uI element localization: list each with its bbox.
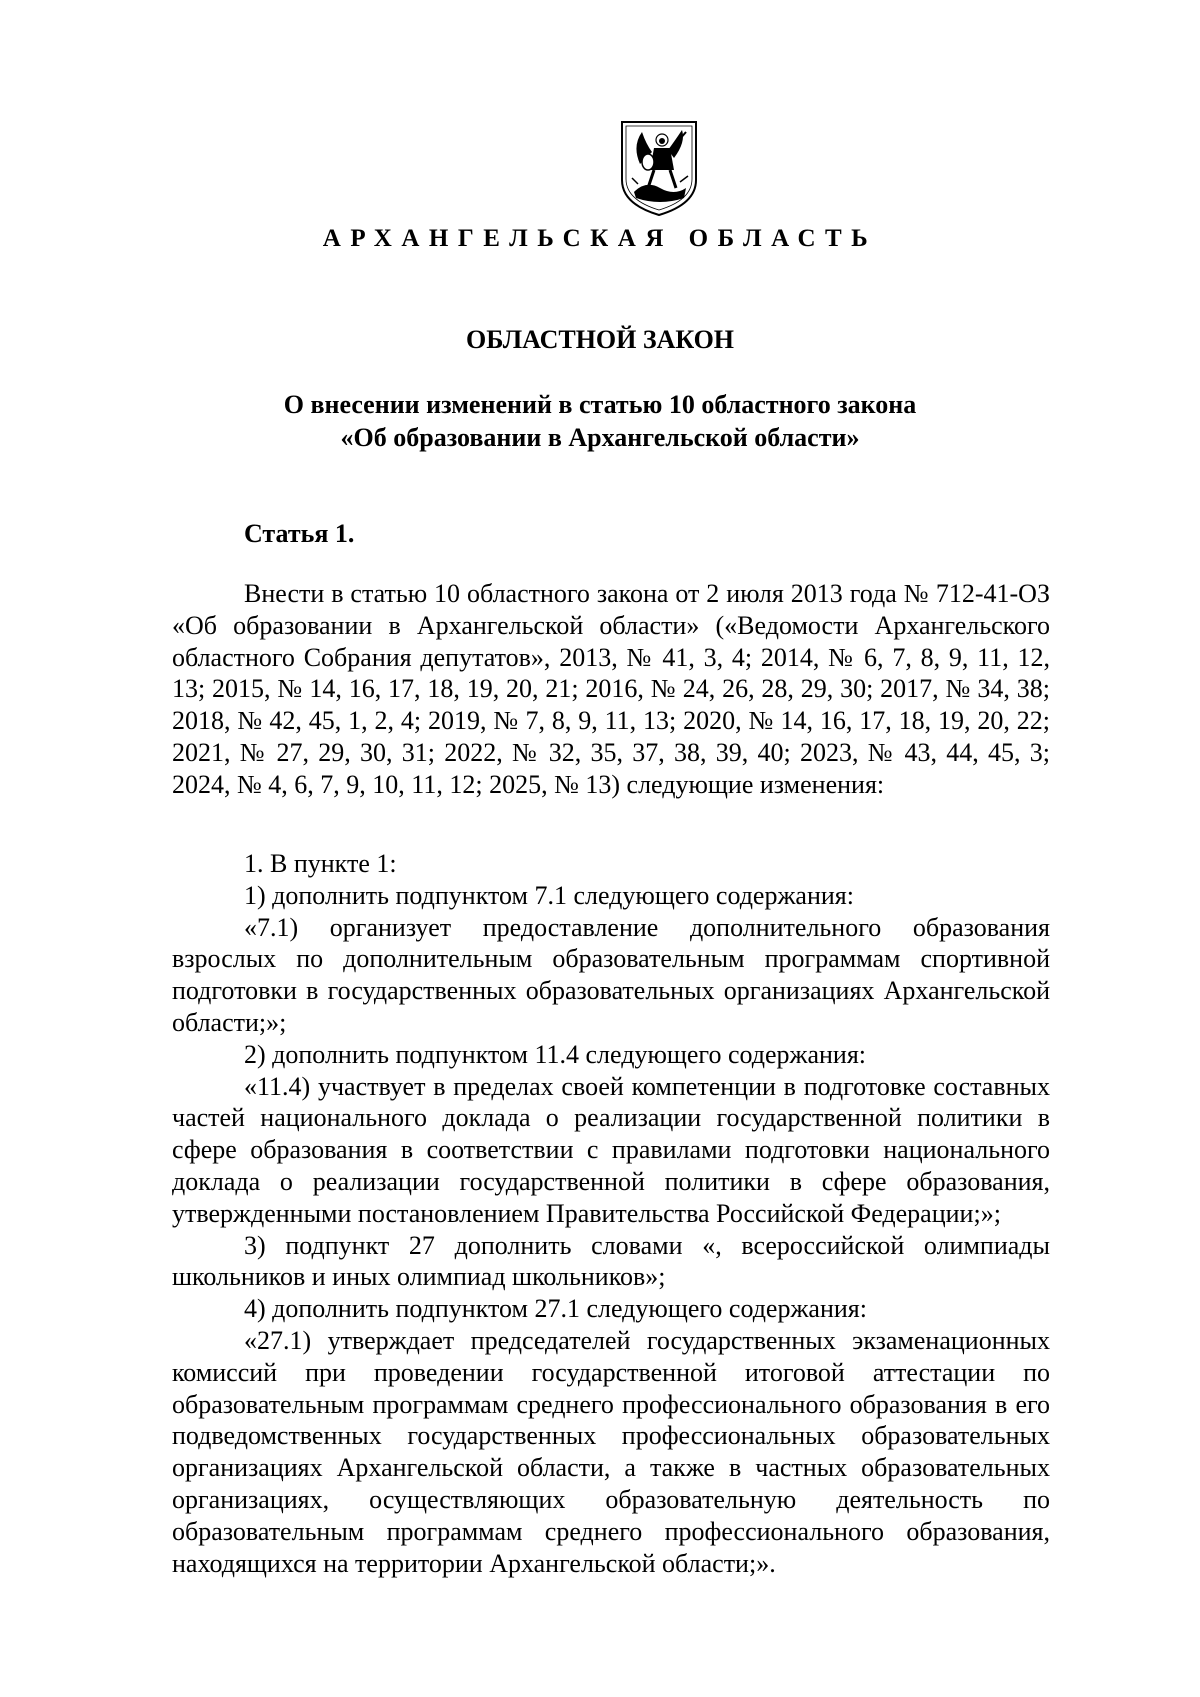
region-name: АРХАНГЕЛЬСКАЯ ОБЛАСТЬ xyxy=(322,225,878,252)
document-title xyxy=(150,388,1050,454)
document-title-line-2: «Об образовании в Архангельской области» xyxy=(340,423,860,452)
subparagraph-4: 4) дополнить подпунктом 27.1 следующего содержания: xyxy=(244,1294,867,1324)
article-intro xyxy=(172,578,1050,801)
amendments-list xyxy=(172,848,1050,1579)
subparagraph-7-1-text: «7.1) организует предоставление дополнительного образования взрослых по дополнительным образовательным программам спортивной подготовки в государственных образовательных организациях Архангельской области;»; xyxy=(172,912,1050,1037)
intro-paragraph: Внести в статью 10 областного закона от 2 июля 2013 года № 712-41-ОЗ «Об образовании в Архангельской области» («Ведомости Архангельского областного Собрания депутатов», 2013, № 41, 3, 4; 2014, № 6, 7, 8, 9, 11, 12, 13; 2015, № 14, 16, 17, 18, 19, 20, 21; 2016, № 24, 26, 28, 29, 30; 2017, № 34, 38; 2018, № 42, 45, 1, 2, 4; 2019, № 7, 8, 9, 11, 13; 2020, № 14, 16, 17, 18, 19, 20, 22; 2021, № 27, 29, 30, 31; 2022, № 32, 35, 37, 38, 39, 40; 2023, № 43, 44, 45, 3; 2024, № 4, 6, 7, 9, 10, 11, 12; 2025, № 13) следующие изменения: xyxy=(172,579,1050,799)
document-type: ОБЛАСТНОЙ ЗАКОН xyxy=(465,325,735,354)
subparagraph-2: 2) дополнить подпунктом 11.4 следующего содержания: xyxy=(244,1039,867,1069)
subparagraph-3: 3) подпункт 27 дополнить словами «, всероссийской олимпиады школьников и иных олимпиад школьников»; xyxy=(172,1230,1050,1292)
paragraph-item-1: 1. В пункте 1: xyxy=(244,849,397,878)
subparagraph-27-1-text: «27.1) утверждает председателей государственных экзаменационных комиссий при проведении государственной итоговой аттестации по образовательным программам среднего профессионального образования в его подведомственных государственных профессиональных образовательных организациях Архангельской области, а также в частных образовательных организациях, осуществляющих образовательную деятельность по образовательным программам среднего профессионального образования, находящихся на территории Архангельской области;». xyxy=(172,1325,1050,1578)
arkhangelsk-coat-of-arms-icon xyxy=(616,118,702,218)
article-heading: Статья 1. xyxy=(244,519,355,548)
document-title-line-1: О внесении изменений в статью 10 областного закона xyxy=(283,390,917,419)
subparagraph-1: 1) дополнить подпунктом 7.1 следующего содержания: xyxy=(244,880,854,910)
subparagraph-11-4-text: «11.4) участвует в пределах своей компетенции в подготовке составных частей национального доклада о реализации государственной политики в сфере образования в соответствии с правилами подготовки национального доклада о реализации государственной политики в сфере образования, утвержденными постановлением Правительства Российской Федерации;»; xyxy=(172,1071,1050,1228)
